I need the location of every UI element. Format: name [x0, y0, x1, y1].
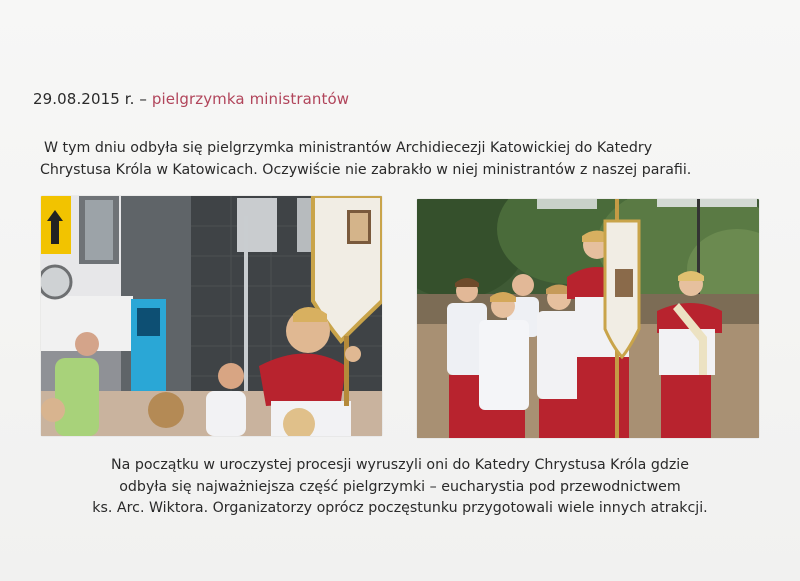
closing-line-3: ks. Arc. Wiktora. Organizatorzy oprócz poczęstunku przygotowali wiele innych atrakcji.: [92, 500, 708, 516]
heading-date: 29.08.2015 r. –: [33, 90, 147, 108]
intro-paragraph: [40, 137, 760, 181]
altar-servers-group-photo: [417, 199, 759, 438]
intro-line-1: W tym dniu odbyła się pielgrzymka ministrantów Archidiecezji Katowickiej do Katedry: [44, 140, 653, 156]
intro-line-2: Chrystusa Króla w Katowicach. Oczywiście nie zabrakło w niej ministrantów z naszej parafii.: [40, 162, 692, 178]
heading-title: pielgrzymka ministrantów: [151, 90, 350, 108]
group-photo-image: [417, 199, 759, 438]
procession-photo: [41, 196, 382, 436]
closing-line-2: odbyła się najważniejsza część pielgrzymki – eucharystia pod przewodnictwem: [119, 478, 681, 495]
page-heading: [33, 90, 349, 108]
closing-paragraph: [40, 455, 760, 520]
procession-photo-image: [41, 196, 382, 436]
closing-line-1: Na początku w uroczystej procesji wyruszyli oni do Katedry Chrystusa Króla gdzie: [111, 457, 689, 473]
